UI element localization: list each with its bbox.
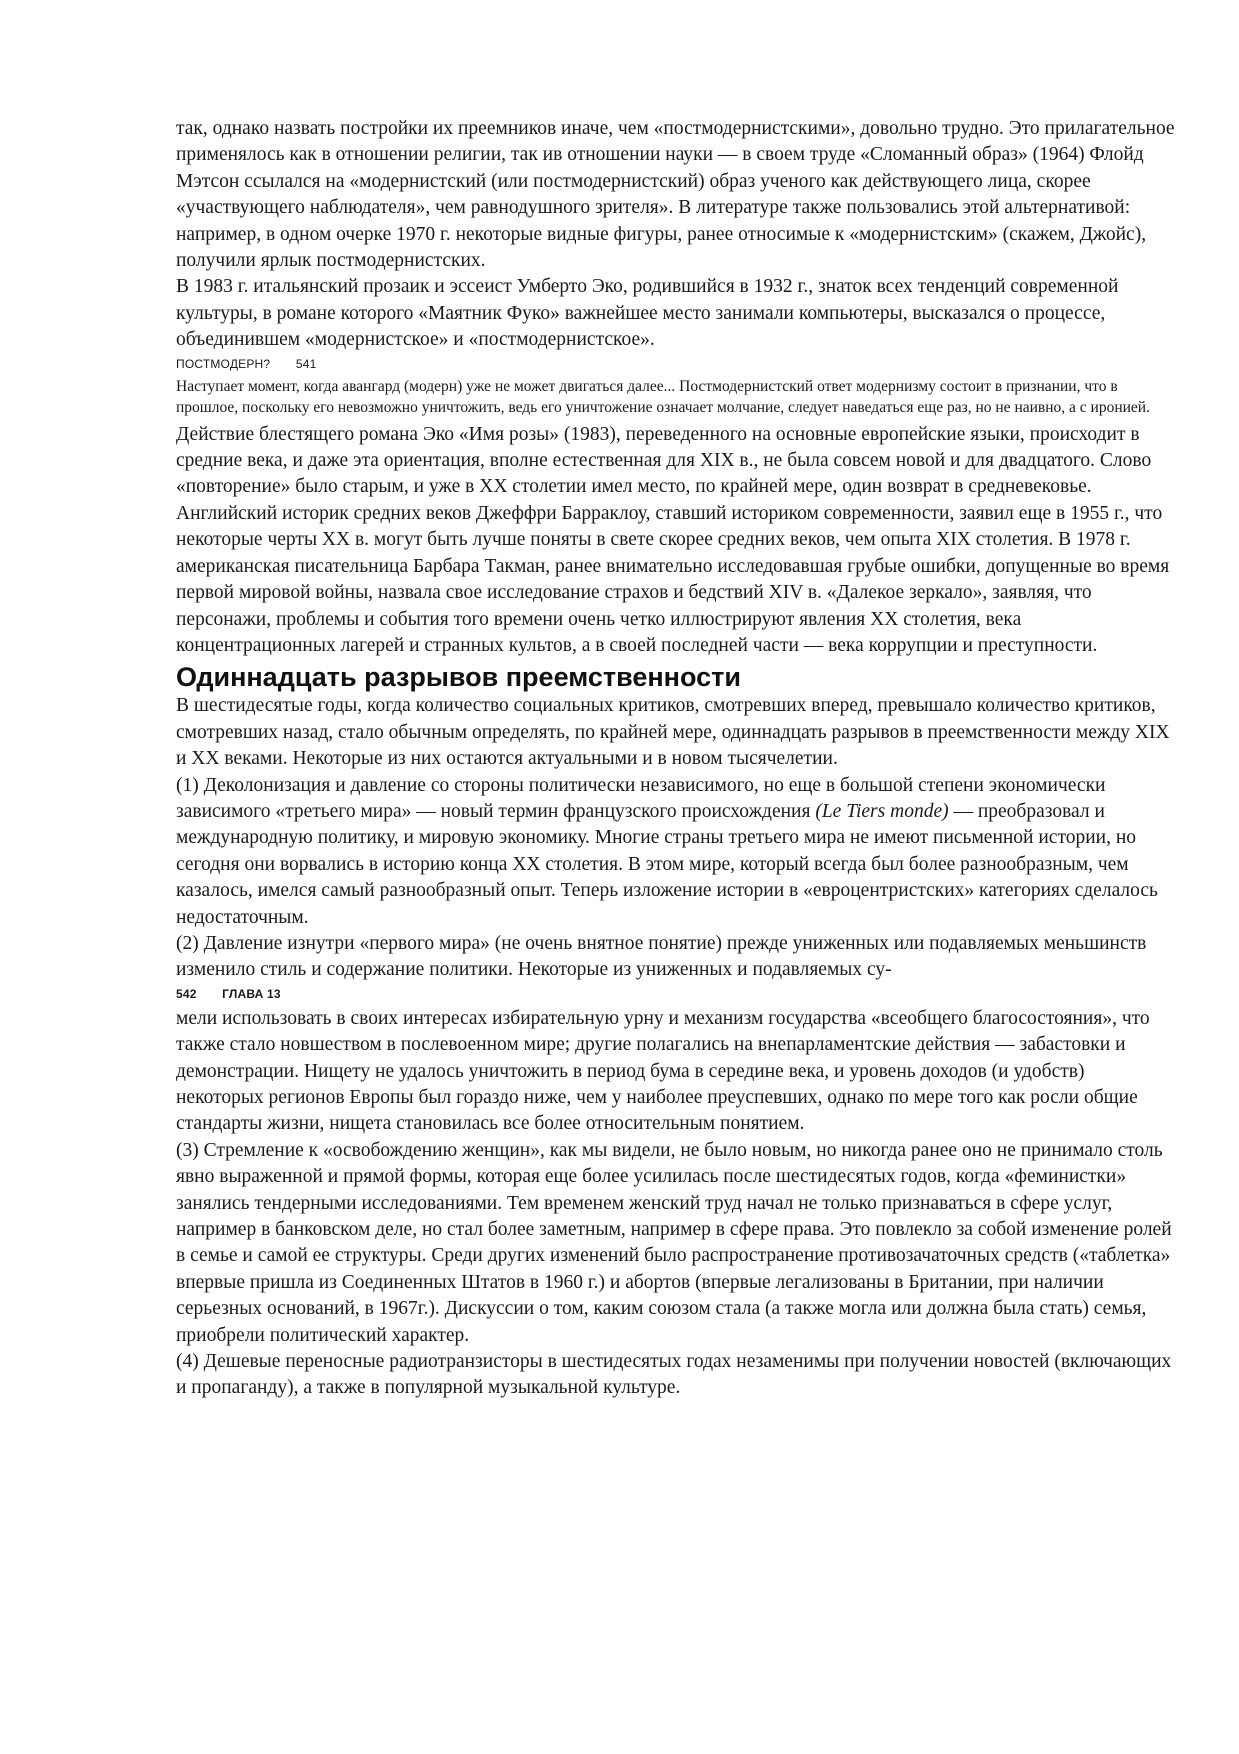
- section-heading: Одиннадцать разрывов преемственности: [176, 662, 741, 693]
- page-number: 542: [176, 986, 197, 1001]
- paragraph-1: так, однако назвать постройки их преемников иначе, чем «постмодернистскими», довольно трудно. Это прилагательное применялось как в отношении религии, так ив отношении науки — в своем труде «Сломанный образ» (1964) Флойд Мэтсон ссылался на «модернистский (или постмодернистский) образ ученого как действующего лица, скорее «участвующего наблюдателя», чем равнодушного зрителя». В литературе также пользовались этой альтернативой: например, в одном очерке 1970 г. некоторые видные фигуры, ранее относимые к «модернистским» (скажем, Джойс), получили ярлык постмодернистских.: [176, 118, 1175, 272]
- document-page: [176, 116, 1176, 1402]
- page-number: 541: [295, 356, 317, 371]
- paragraph-5-text-b: — преобразовал и международную политику, и мировую экономику. Многие страны третьего мира не имеют письменной истории, но сегодня они ворвались в историю конца XX столетия. В этом мире, который всегда был более разнообразным, чем казалось, имелся самый разнообразный опыт. Теперь изложение истории в «евроцентристских» категориях сделалось недостаточным.: [176, 800, 1158, 928]
- paragraph-9: (4) Дешевые переносные радиотранзисторы в шестидесятых годах незаменимы при получении новостей (включающих и пропаганду), а также в популярной музыкальной культуре.: [176, 1351, 1172, 1399]
- epigraph-quote: Наступает момент, когда авангард (модерн) уже не может двигаться далее... Постмодернистский ответ модернизму состоит в признании, что в прошлое, поскольку его невозможно уничтожить, ведь его уничтожение означает молчание, следует наведаться еще раз, но не наивно, а с иронией.: [176, 377, 1150, 416]
- paragraph-5: [176, 773, 1176, 931]
- paragraph-8: (3) Стремление к «освобождению женщин», как мы видели, не было новым, но никогда ранее оно не принимало столь явно выраженной и прямой формы, которая еще более усилилась после шестидесятых годов, когда «феминистки» занялись тендерными исследованиями. Тем временем женский труд начал не только признаваться в сфере услуг, например в банковском деле, но стал более заметным, например в сфере права. Это повлекло за собой изменение ролей в семье и самой ее структуры. Среди других изменений было распространение противозачаточных средств («таблетка» впервые пришла из Соединенных Штатов в 1960 г.) и абортов (впервые легализованы в Британии, при наличии серьезных оснований, в 1967г.). Дискуссии о том, каким союзом стала (а также могла или должна была стать) семья, приобрели политический характер.: [176, 1139, 1172, 1346]
- paragraph-5-text-a: (1) Деколонизация и давление со стороны политически независимого, но еще в большой степени экономически зависимого «третьего мира» — новый термин французского происхождения: [176, 774, 1106, 822]
- paragraph-4: В шестидесятые годы, когда количество социальных критиков, смотревших вперед, превышало количество критиков, смотревших назад, стало обычным определять, по крайней мере, одиннадцать разрывов в преемственности между XIX и XX веками. Некоторые из них остаются актуальными и в новом тысячелетии.: [176, 695, 1170, 770]
- paragraph-2: В 1983 г. итальянский прозаик и эссеист Умберто Эко, родившийся в 1932 г., знаток всех тенденций современной культуры, в романе которого «Маятник Фуко» важнейшее место занимали компьютеры, высказался о процессе, объединившем «модернистское» и «постмодернистское».: [176, 276, 1119, 351]
- paragraph-5-italic: (Le Tiers monde): [815, 800, 949, 822]
- paragraph-6: (2) Давление изнутри «первого мира» (не очень внятное понятие) прежде униженных или подавляемых меньшинств изменило стиль и содержание политики. Некоторые из униженных и подавляемых су-: [176, 932, 1147, 981]
- running-head-541: [176, 356, 1176, 372]
- paragraph-3: Действие блестящего романа Эко «Имя розы» (1983), переведенного на основные европейские языки, происходит в средние века, и даже эта ориентация, вполне естественная для XIX в., не была совсем новой и для двадцатого. Слово «повторение» было старым, и уже в XX столетии имел место, по крайней мере, один возврат в средневековье. Английский историк средних веков Джеффри Барраклоу, ставший историком современности, заявил еще в 1955 г., что некоторые черты XX в. могут быть лучше поняты в свете скорее средних веков, чем опыта XIX столетия. В 1978 г. американская писательница Барбара Такман, ранее внимательно исследовавшая грубые ошибки, допущенные во время первой мировой войны, назвала свое исследование страхов и бедствий XIV в. «Далекое зеркало», заявляя, что персонажи, проблемы и события того времени очень четко иллюстрируют явления XX столетия, века концентрационных лагерей и странных культов, а в своей последней части — века коррупции и преступности.: [176, 423, 1170, 656]
- paragraph-7: мели использовать в своих интересах избирательную урну и механизм государства «всеобщего благосостояния», что также стало новшеством в послевоенном мире; другие полагались на внепарламентские действия — забастовки и демонстрации. Нищету не удалось уничтожить в период бума в середине века, и уровень доходов (и удобств) некоторых регионов Европы был гораздо ниже, чем у наиболее преуспевших, однако по мере того как росли общие стандарты жизни, нищета становилась все более относительным понятием.: [176, 1007, 1150, 1135]
- running-head-title: ПОСТМОДЕРН?: [176, 356, 271, 371]
- running-head-title: ГЛАВА 13: [222, 986, 281, 1001]
- running-head-542: [176, 986, 1176, 1002]
